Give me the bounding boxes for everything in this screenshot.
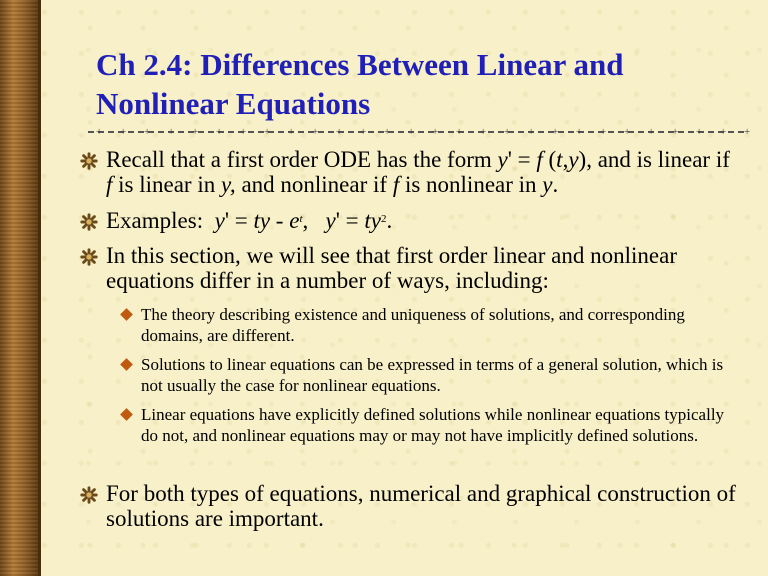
- sub-bullet-explicit: [122, 404, 732, 446]
- divider-cross-mark: +: [480, 126, 487, 138]
- divider-cross-mark: +: [408, 126, 415, 138]
- divider-cross-mark: +: [696, 126, 703, 138]
- sub-bullet-text: Solutions to linear equations can be expressed in terms of a general solution, which is not usually the case for nonlinear equations.: [141, 355, 724, 395]
- title-divider: [88, 126, 751, 138]
- divider-cross-mark: +: [576, 126, 583, 138]
- title-line-2: Nonlinear Equations: [96, 86, 371, 121]
- diamond-bullet-icon: [120, 408, 133, 421]
- divider-cross-mark: +: [216, 126, 223, 138]
- divider-cross-mark: +: [552, 126, 559, 138]
- bullet-in-this-section: [80, 243, 740, 293]
- diamond-bullet-icon: [120, 358, 133, 371]
- pinwheel-bullet-icon: [80, 152, 98, 170]
- divider-cross-mark: +: [672, 126, 679, 138]
- divider-cross-mark: +: [384, 126, 391, 138]
- divider-cross-mark: +: [312, 126, 319, 138]
- sub-bullet-text: The theory describing existence and uniqueness of solutions, and corresponding domains, are different.: [141, 305, 685, 345]
- pinwheel-bullet-icon: [80, 486, 98, 504]
- divider-cross-mark: +: [720, 126, 727, 138]
- divider-cross-mark: +: [360, 126, 367, 138]
- sub-bullet-text: Linear equations have explicitly defined solutions while nonlinear equations typically do not, and nonlinear equations may or may not have implicitly defined solutions.: [141, 405, 725, 445]
- pinwheel-bullet-icon: [80, 248, 98, 266]
- divider-cross-mark: +: [456, 126, 463, 138]
- divider-cross-mark: +: [192, 126, 199, 138]
- divider-cross-mark: +: [432, 126, 439, 138]
- divider-cross-mark: +: [744, 126, 751, 138]
- divider-cross-mark: +: [96, 126, 103, 138]
- divider-cross-mark: +: [336, 126, 343, 138]
- divider-cross-mark: +: [624, 126, 631, 138]
- bullet-recall-ode: [80, 147, 740, 197]
- divider-cross-mark: +: [264, 126, 271, 138]
- divider-cross-mark: +: [528, 126, 535, 138]
- diamond-bullet-icon: [120, 308, 133, 321]
- title-line-1: Ch 2.4: Differences Between Linear and: [96, 47, 624, 82]
- divider-cross-mark: +: [600, 126, 607, 138]
- pinwheel-bullet-icon: [80, 213, 98, 231]
- bullet-text: Examples: y' = ty - $e^t$, $y' = ty^2$.: [106, 208, 393, 233]
- divider-cross-mark: +: [288, 126, 295, 138]
- sub-bullet-theory: [122, 304, 732, 346]
- bullet-text: Recall that a first order ODE has the form y' = f (t,y), and is linear if f is linear in y, and nonlinear if f is nonlinear in y.: [106, 147, 730, 197]
- bullet-text: For both types of equations, numerical and graphical construction of solutions are important.: [106, 481, 736, 531]
- divider-cross-mark: +: [120, 126, 127, 138]
- sub-bullet-solutions: [122, 354, 732, 396]
- bullet-text: In this section, we will see that first order linear and nonlinear equations differ in a number of ways, including:: [106, 243, 677, 293]
- divider-cross-mark: +: [240, 126, 247, 138]
- bullet-both-types: [80, 481, 740, 531]
- divider-cross-mark: +: [504, 126, 511, 138]
- spiral-binding-strip: [0, 0, 38, 576]
- divider-cross-mark: +: [168, 126, 175, 138]
- divider-cross-mark: +: [144, 126, 151, 138]
- bullet-examples: [80, 208, 740, 233]
- divider-cross-mark: +: [648, 126, 655, 138]
- binding-edge: [38, 0, 41, 576]
- slide-title: [96, 45, 746, 123]
